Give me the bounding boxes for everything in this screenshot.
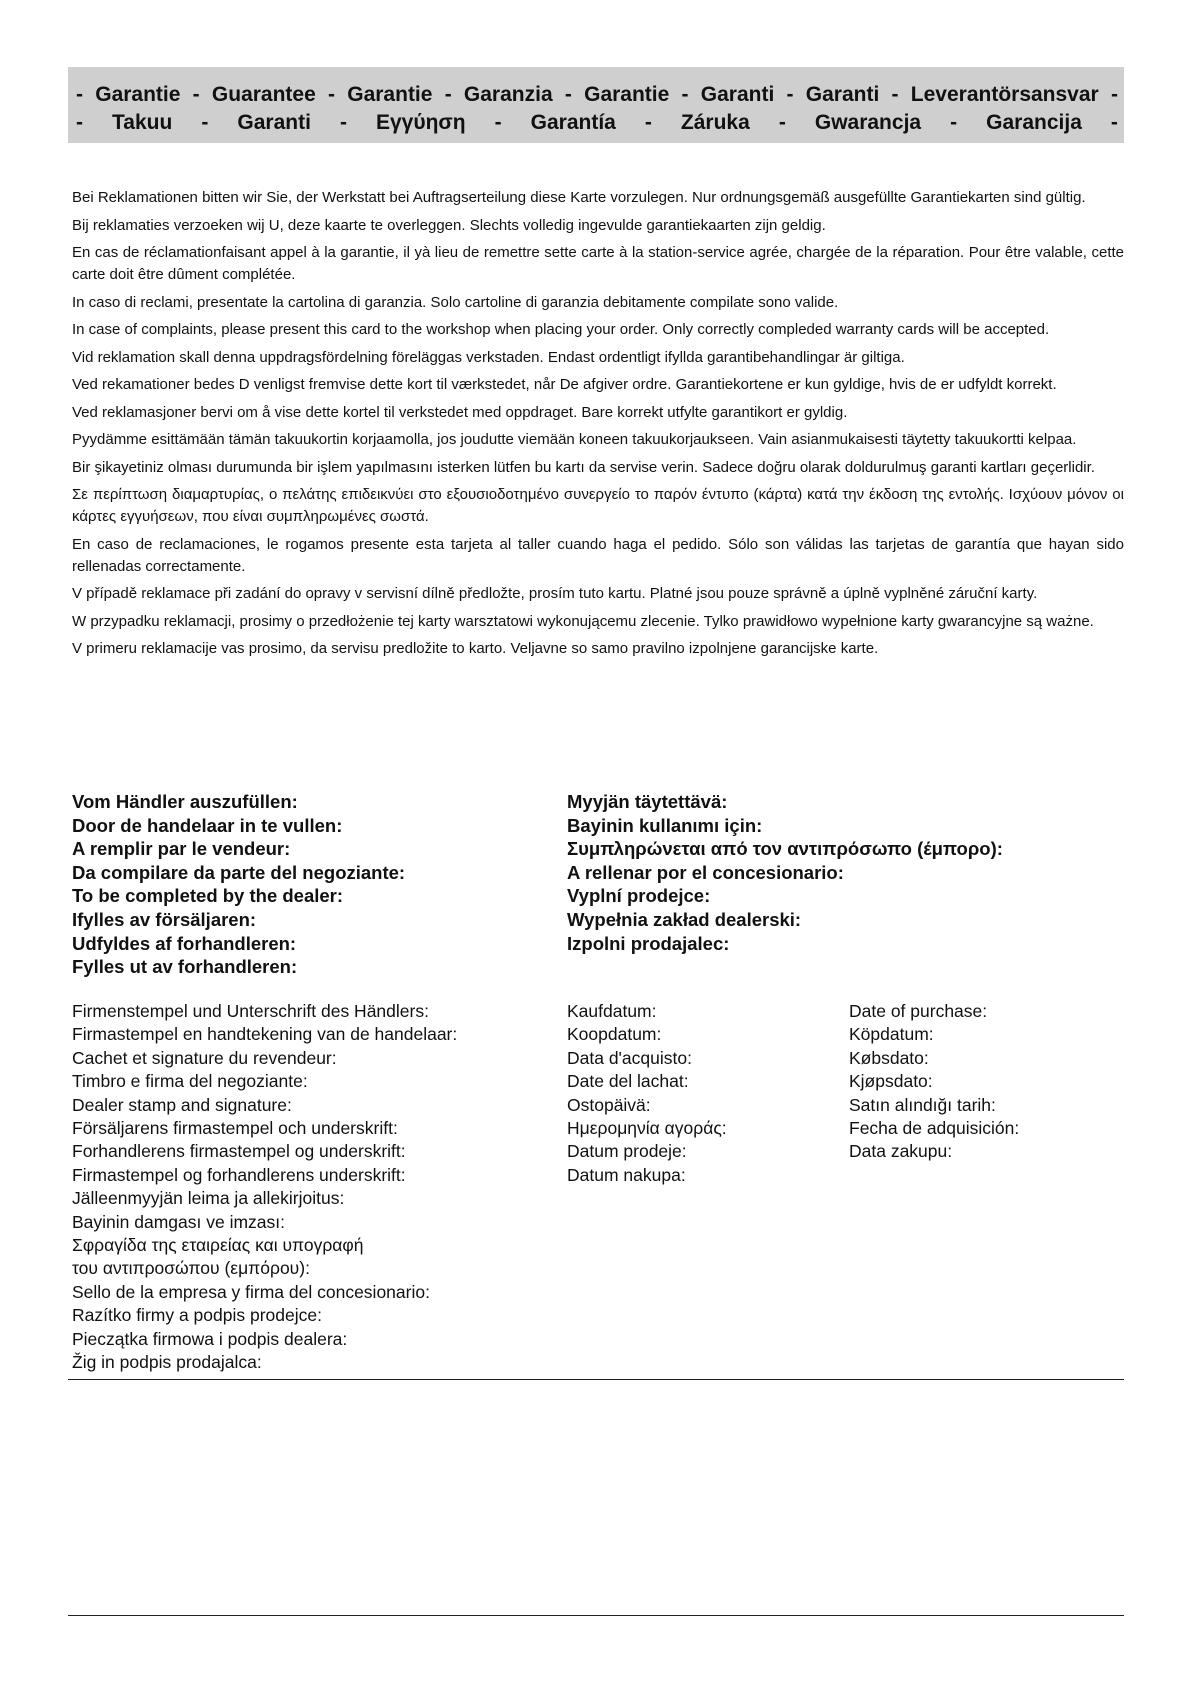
- stamp-label: Žig in podpis prodajalca:: [72, 1352, 262, 1373]
- banner-word: Garancija: [986, 111, 1082, 134]
- banner-line-1: [76, 81, 1118, 109]
- purchase-date-label: Data d'acquisto:: [567, 1047, 692, 1068]
- dealer-heading: Ifylles av försäljaren:: [72, 908, 257, 930]
- instruction-turkish: Bir şikayetiniz olması durumunda bir işlem yapılmasını isterken lütfen bu kartı da servise verin. Sadece doğru olarak doldurulmuş garanti kartları geçerlidir.: [72, 458, 1095, 476]
- instruction-greek: Σε περίπτωση διαμαρτυρίας, ο πελάτης επιδεικνύει στο εξουσιοδοτημένο συνεργείο το παρόν έντυπο (κάρτα) κατά την έκδοση της εντολής. Ισχύουν μόνον οι κάρτες εγγυήσεων, που είναι συμπληρωμένες σωστά.: [72, 486, 1124, 525]
- banner-word: Garanzia: [463, 83, 553, 106]
- banner-word: Leverantörsansvar: [910, 83, 1099, 106]
- divider-lower: [68, 1615, 1124, 1616]
- stamp-label: Σφραγίδα της εταιρείας και υπογραφή: [72, 1235, 364, 1256]
- divider-upper: [68, 1379, 1124, 1380]
- purchase-date-label: Fecha de adquisición:: [849, 1118, 1020, 1139]
- dealer-heading: Fylles ut av forhandleren:: [72, 956, 298, 978]
- instruction-czech: V případě reklamace při zadání do opravy v servisní dílně předložte, prosím tuto kartu. Platné jsou pouze správně a úplně vyplněné záruční karty.: [72, 585, 1038, 602]
- purchase-date-label: Ημερομηνία αγοράς:: [567, 1118, 727, 1139]
- purchase-date-label: Kjøpsdato:: [849, 1071, 933, 1092]
- banner-word: -: [681, 83, 689, 106]
- stamp-label: Firmastempel og forhandlerens underskrift:: [72, 1164, 406, 1185]
- stamp-label: Försäljarens firmastempel och underskrift:: [72, 1118, 398, 1139]
- purchase-date-label: Data zakupu:: [849, 1141, 953, 1162]
- dealer-stamp-signature-labels: [72, 1000, 552, 1375]
- purchase-date-label: Kaufdatum:: [567, 1001, 657, 1021]
- instruction-swedish: Vid reklamation skall denna uppdragsfördelning föreläggas verkstaden. Endast ordentligt ifyllda garantibehandlingar är giltiga.: [72, 348, 905, 366]
- purchase-date-label: Date del lachat:: [567, 1071, 689, 1092]
- dealer-heading: Myyjän täytettävä:: [567, 791, 728, 812]
- stamp-label: Firmastempel en handtekening van de handelaar:: [72, 1024, 458, 1045]
- banner-word: Garanti: [805, 83, 880, 106]
- banner-word: -: [644, 111, 652, 134]
- purchase-date-labels-col2: [849, 1000, 1129, 1164]
- dealer-headings-right: [567, 790, 1127, 955]
- banner-word: -: [950, 111, 958, 134]
- stamp-label: του αντιπροσώπου (εμπόρου):: [72, 1258, 310, 1279]
- purchase-date-label: Koopdatum:: [567, 1024, 662, 1045]
- stamp-label: Pieczątka firmowa i podpis dealera:: [72, 1328, 348, 1349]
- banner-word: Garantie: [584, 83, 670, 106]
- banner-word: Εγγύηση: [375, 111, 466, 134]
- stamp-label: Bayinin damgası ve imzası:: [72, 1211, 286, 1232]
- instruction-polish: W przypadku reklamacji, prosimy o przedłożenie tej karty warsztatowi wykonującemu zlecenie. Tylko prawidłowo wypełnione karty gwarancyjne są ważne.: [72, 612, 1094, 630]
- instruction-english: In case of complaints, please present this card to the workshop when placing your order. Only correctly compleded warranty cards will be accepted.: [72, 321, 1050, 338]
- banner-word: Garanti: [700, 83, 775, 106]
- banner-word: -: [1110, 83, 1118, 106]
- banner-word: Garantía: [530, 111, 616, 134]
- banner-word: -: [328, 83, 336, 106]
- stamp-label: Sello de la empresa y firma del concesionario:: [72, 1281, 430, 1302]
- instruction-danish: Ved rekamationer bedes D venligst fremvise dette kort til værkstedet, når De afgiver ordre. Garantiekortene er kun gyldige, hvis de er udfyldt korrekt.: [72, 376, 1057, 393]
- banner-word: -: [494, 111, 502, 134]
- stamp-label: Razítko firmy a podpis prodejce:: [72, 1305, 322, 1326]
- dealer-heading: Udfyldes af forhandleren:: [72, 932, 297, 954]
- dealer-heading: To be completed by the dealer:: [72, 885, 344, 907]
- stamp-label: Timbro e firma del negoziante:: [72, 1071, 308, 1092]
- dealer-heading: Da compilare da parte del negoziante:: [72, 861, 406, 883]
- instruction-spanish: En caso de reclamaciones, le rogamos presente esta tarjeta al taller cuando haga el pedido. Sólo son válidas las tarjetas de garantía que hayan sido rellenadas correctamente.: [72, 535, 1124, 575]
- purchase-date-labels-col1: [567, 1000, 827, 1187]
- banner-word: -: [891, 83, 899, 106]
- banner-word: -: [564, 83, 572, 106]
- banner-word: -: [201, 111, 209, 134]
- purchase-date-label: Købsdato:: [849, 1047, 929, 1068]
- dealer-heading: Door de handelaar in te vullen:: [72, 814, 343, 836]
- dealer-heading: Vom Händler auszufüllen:: [72, 791, 298, 812]
- dealer-headings-left: [72, 790, 552, 979]
- purchase-date-label: Satın alındığı tarih:: [849, 1094, 996, 1115]
- purchase-date-label: Datum nakupa:: [567, 1164, 686, 1185]
- banner-word: Garantie: [347, 83, 433, 106]
- banner-word: -: [1110, 111, 1118, 134]
- stamp-label: Firmenstempel und Unterschrift des Händlers:: [72, 1001, 429, 1021]
- banner-word: -: [192, 83, 200, 106]
- dealer-heading: Συμπληρώνεται από τον αντιπρόσωπο (έμπορο):: [567, 838, 1003, 860]
- instruction-slovenian: V primeru reklamacije vas prosimo, da servisu predložite to karto. Veljavne so samo pravilno izpolnjene garancijske karte.: [72, 640, 879, 657]
- warranty-title-banner: [68, 67, 1124, 143]
- instruction-german: Bei Reklamationen bitten wir Sie, der Werkstatt bei Auftragserteilung diese Karte vorzulegen. Nur ordnungsgemäß ausgefüllte Garantiekarten sind gültig.: [72, 189, 1086, 206]
- banner-word: -: [76, 83, 83, 106]
- instruction-norwegian: Ved reklamasjoner bervi om å vise dette kortel til verkstedet med oppdraget. Bare korrekt utfylte garantikort er gyldig.: [72, 403, 848, 421]
- banner-word: -: [786, 83, 794, 106]
- banner-word: Garanti: [237, 111, 311, 134]
- banner-word: Guarantee: [211, 83, 316, 106]
- dealer-heading: Izpolni prodajalec:: [567, 932, 730, 954]
- intro-instructions: [72, 187, 1124, 666]
- banner-line-2: [76, 109, 1118, 137]
- instruction-italian: In caso di reclami, presentate la cartolina di garanzia. Solo cartoline di garanzia debitamente compilate sono valide.: [72, 293, 839, 311]
- banner-word: Takuu: [112, 111, 173, 134]
- instruction-dutch: Bij reklamaties verzoeken wij U, deze kaarte te overleggen. Slechts volledig ingevulde garantiekaarten zijn geldig.: [72, 216, 826, 234]
- purchase-date-label: Köpdatum:: [849, 1024, 934, 1045]
- instruction-french: En cas de réclamationfaisant appel à la garantie, il yà lieu de remettre sette carte à la station-service agrée, chargée de la réparation. Pour être valable, cette carte doit être dûment complétée.: [72, 244, 1124, 283]
- stamp-label: Forhandlerens firmastempel og underskrift:: [72, 1141, 406, 1162]
- purchase-date-label: Ostopäivä:: [567, 1094, 651, 1115]
- instruction-finnish: Pyydämme esittämään tämän takuukortin korjaamolla, jos joudutte viemään koneen takuukorjaukseen. Vain asianmukaisesti täytetty takuukortti kelpaa.: [72, 431, 1077, 448]
- banner-word: -: [778, 111, 786, 134]
- banner-word: Garantie: [95, 83, 181, 106]
- banner-word: Záruka: [680, 111, 750, 134]
- dealer-heading: Bayinin kullanımı için:: [567, 814, 763, 836]
- dealer-heading: Wypełnia zakład dealerski:: [567, 908, 802, 930]
- dealer-heading: A remplir par le vendeur:: [72, 838, 291, 860]
- dealer-heading: A rellenar por el concesionario:: [567, 861, 844, 883]
- dealer-heading: Vyplní prodejce:: [567, 885, 711, 907]
- banner-word: -: [76, 111, 83, 134]
- stamp-label: Dealer stamp and signature:: [72, 1094, 292, 1115]
- purchase-date-label: Datum prodeje:: [567, 1141, 687, 1162]
- banner-word: -: [444, 83, 452, 106]
- stamp-label: Jälleenmyyjän leima ja allekirjoitus:: [72, 1188, 345, 1209]
- banner-word: Gwarancja: [814, 111, 922, 134]
- banner-word: -: [339, 111, 347, 134]
- purchase-date-label: Date of purchase:: [849, 1001, 988, 1021]
- stamp-label: Cachet et signature du revendeur:: [72, 1047, 337, 1068]
